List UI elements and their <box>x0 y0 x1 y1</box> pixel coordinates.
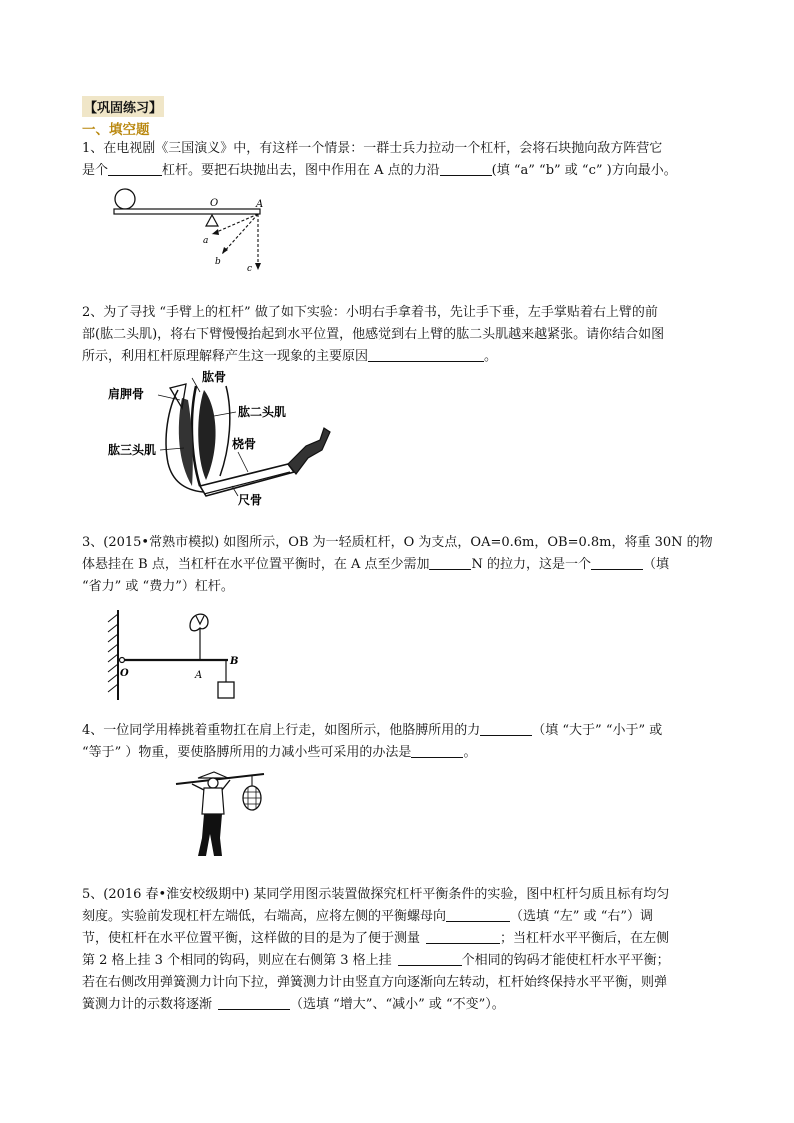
legs-shape <box>198 814 222 856</box>
q5-line5: 若在右侧改用弹簧测力计向下拉，弹簧测力计由竖直方向逐渐向左转动，杠杆始终保持水平平衡，则弹 <box>82 975 668 990</box>
q1-line1: 1、在电视剧《三国演义》中，有这样一个情景：一群士兵力拉动一个杠杆，会将石块抛向敌方阵营它 <box>82 141 663 156</box>
label-biceps: 肱二头肌 <box>238 405 287 419</box>
label-humerus: 肱骨 <box>202 370 227 384</box>
q5-line2: 刻度。实验前发现杠杆左端低，右端高，应将左侧的平衡螺母向 （选填 “左” 或 “右”）调 <box>82 909 653 924</box>
question-2 <box>82 302 718 368</box>
q1-blank-2[interactable] <box>440 161 492 176</box>
label-triceps: 肱三头肌 <box>108 443 157 457</box>
q3-blank-2[interactable] <box>591 555 643 570</box>
q3-line1: 3、(2015•常熟市模拟) 如图所示，OB 为一轻质杠杆，O 为支点，OA=0.6m，OB=0.8m，将重 30N 的物 <box>82 535 713 550</box>
hat-icon <box>198 772 228 778</box>
q2-line2: 部(肱二头肌)，将右下臂慢慢抬起到水平位置，他感觉到右上臂的肱二头肌越来越紧张。请你结合如图 <box>82 327 665 342</box>
q5-line6: 簧测力计的示数将逐渐 （选填 “增大”、“减小” 或 “不变”）。 <box>82 997 505 1012</box>
label-a: a <box>203 236 209 246</box>
q4-line1: 4、一位同学用棒挑着重物扛在肩上行走，如图所示，他胳膊所用的力 （填 “大于” “小于” 或 <box>82 723 663 738</box>
triceps-shape <box>179 398 193 486</box>
label-A: A <box>195 670 203 681</box>
q3-line3: “省力” 或 “费力”）杠杆。 <box>82 579 234 594</box>
q5-line4: 第 2 格上挂 3 个相同的钩码，则应在右侧第 3 格上挂 个相同的钩码才能使杠杆水平平衡； <box>82 953 670 968</box>
arrow-b <box>222 214 258 254</box>
label-A: A <box>256 199 264 210</box>
fulcrum-icon <box>206 215 218 226</box>
label-O: O <box>120 668 129 679</box>
question-5 <box>82 884 718 1016</box>
q5-line3: 节，使杠杆在水平位置平衡，这样做的目的是为了便于测量 ；当杠杆水平平衡后，在左侧 <box>82 931 670 946</box>
q4-carrier-figure <box>168 768 274 864</box>
label-ulna: 尺骨 <box>238 493 263 507</box>
label-radius: 桡骨 <box>232 437 257 451</box>
q3-blank-1[interactable] <box>429 555 471 570</box>
label-scapula: 肩胛骨 <box>108 387 145 401</box>
question-4 <box>82 720 718 764</box>
weight-block <box>218 682 234 698</box>
q4-blank-1[interactable] <box>480 721 532 736</box>
label-c: c <box>247 264 253 274</box>
q2-line3: 所示，利用杠杆原理解释产生这一现象的主要原因 。 <box>82 349 498 364</box>
question-1 <box>82 138 718 182</box>
q1-lever-figure <box>108 186 278 274</box>
q3-line2: 体悬挂在 B 点，当杠杆在水平位置平衡时，在 A 点至少需加 N 的拉力，这是一个 （填 <box>82 557 670 572</box>
label-b: b <box>215 257 221 267</box>
label-B: B <box>230 656 239 667</box>
q4-line2: “等于” ）物重，要使胳膊所用的力减小些可采用的办法是 。 <box>82 745 477 760</box>
q3-lever-figure <box>104 606 252 706</box>
question-3 <box>82 532 718 598</box>
q5-line1: 5、(2016 春•淮安校级期中) 某同学用图示装置做探究杠杆平衡条件的实验，图中杠杆匀质且标有均匀 <box>82 887 670 902</box>
q2-blank[interactable] <box>368 347 484 362</box>
arrow-a <box>212 214 258 234</box>
q5-blank-2[interactable] <box>426 929 500 944</box>
q1-blank-1[interactable] <box>108 161 162 176</box>
hand-shape <box>288 428 330 474</box>
lever-bar <box>114 209 260 214</box>
biceps-shape <box>198 390 215 480</box>
stone-icon <box>115 189 135 209</box>
q1-line2: 是个 杠杆。要把石块抛出去，图中作用在 A 点的力沿 (填 “a” “b” 或 “c” )方向最小。 <box>82 163 677 178</box>
label-O: O <box>210 198 219 209</box>
consolidation-tag: 【巩固练习】 <box>82 96 164 117</box>
q4-blank-2[interactable] <box>411 743 463 758</box>
pivot-O <box>120 658 125 663</box>
section-title: 一、填空题 <box>82 122 150 138</box>
q5-blank-1[interactable] <box>446 907 510 922</box>
q2-line1: 2、为了寻找 “手臂上的杠杆” 做了如下实验：小明右手拿着书，先让手下垂，左手掌贴着右上臂的前 <box>82 305 658 320</box>
q2-arm-figure <box>108 368 336 510</box>
q5-blank-3[interactable] <box>398 951 462 966</box>
q5-blank-4[interactable] <box>218 995 290 1010</box>
